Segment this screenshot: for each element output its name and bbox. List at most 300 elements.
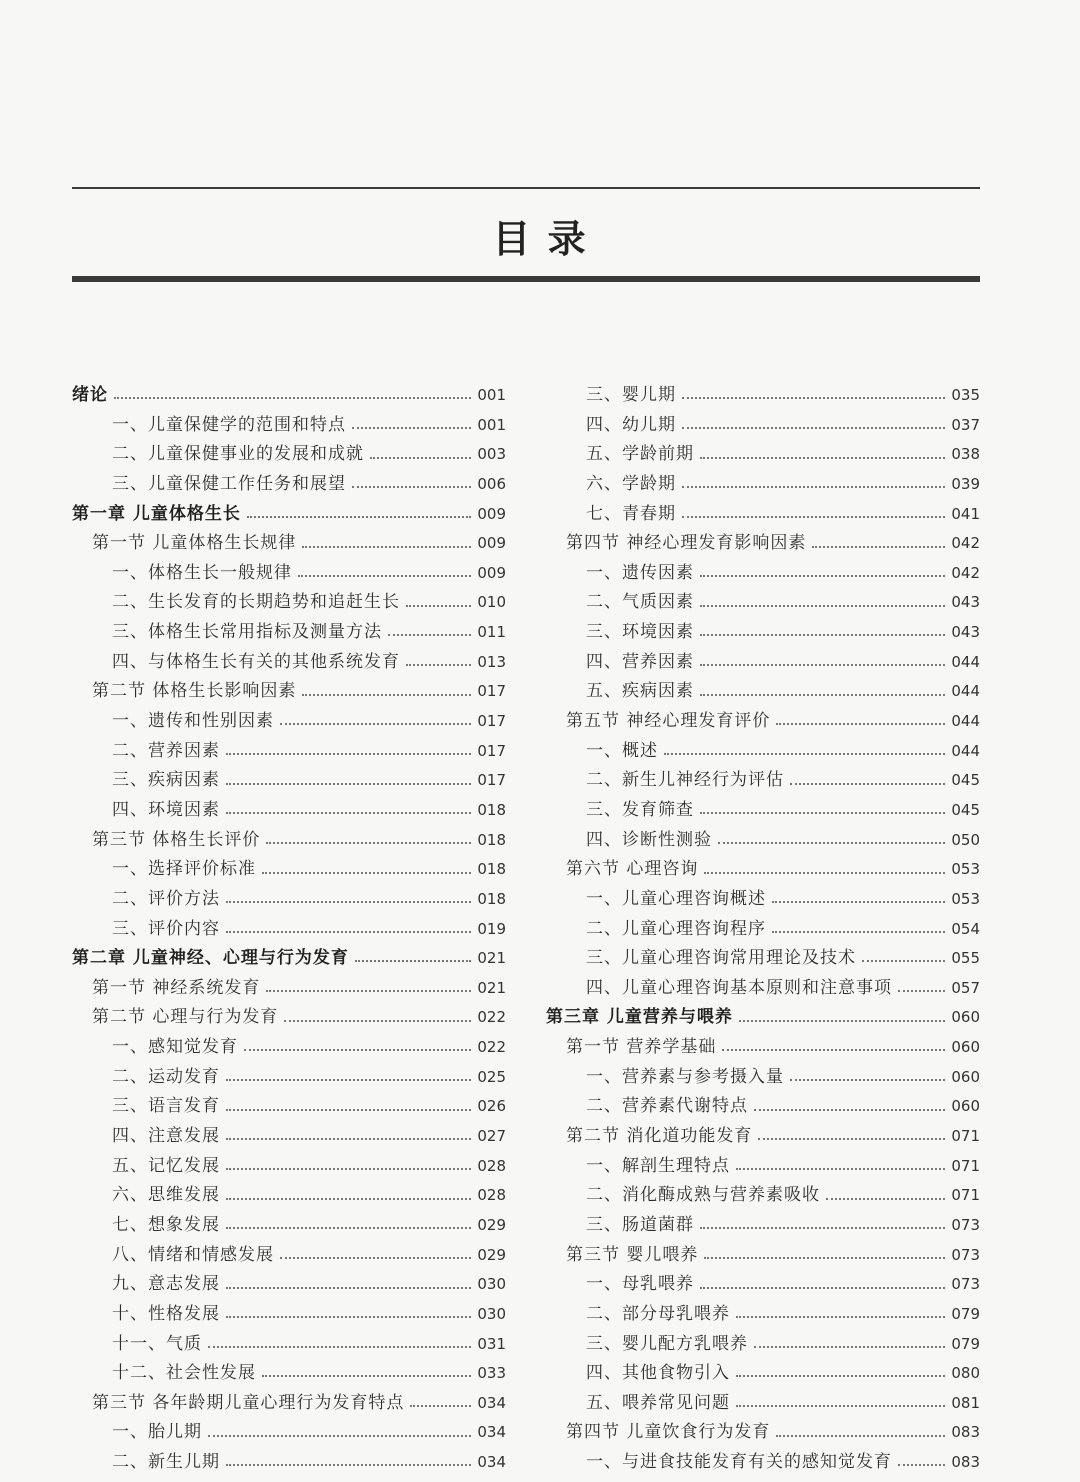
toc-page-number: 044 <box>951 682 980 701</box>
toc-leader-dots <box>700 574 945 577</box>
toc-leader-dots <box>758 1137 945 1140</box>
toc-page-number: 021 <box>477 949 506 968</box>
toc-leader-dots <box>226 1078 471 1081</box>
toc-leader-dots <box>682 426 945 429</box>
toc-entry-title: 第一节 神经系统发育 <box>92 977 261 998</box>
toc-entry-title: 二、儿童保健事业的发展和成就 <box>112 444 364 465</box>
toc-item <box>72 1092 506 1122</box>
toc-page-number: 010 <box>477 593 506 612</box>
toc-page-number: 028 <box>477 1156 506 1175</box>
toc-item <box>72 1122 506 1152</box>
toc-page-number: 039 <box>951 474 980 493</box>
toc-leader-dots <box>704 1256 945 1259</box>
toc-leader-dots <box>226 930 471 933</box>
toc-page-number: 038 <box>951 445 980 464</box>
toc-item <box>546 1448 980 1478</box>
toc-item <box>546 826 980 856</box>
toc-section <box>546 855 980 885</box>
toc-page-number: 083 <box>951 1423 980 1442</box>
toc-item <box>72 1418 506 1448</box>
toc-leader-dots <box>790 782 945 785</box>
toc-page-number: 053 <box>951 860 980 879</box>
toc-item <box>546 500 980 530</box>
toc-leader-dots <box>776 722 945 725</box>
toc-leader-dots <box>226 1286 471 1289</box>
toc-entry-title: 一、解剖生理特点 <box>586 1155 730 1176</box>
toc-leader-dots <box>208 1434 471 1437</box>
toc-leader-dots <box>700 1286 945 1289</box>
toc-entry-title: 一、营养素与参考摄入量 <box>586 1066 784 1087</box>
toc-leader-dots <box>700 811 945 814</box>
toc-leader-dots <box>298 574 471 577</box>
toc-page-number: 057 <box>951 978 980 997</box>
toc-page-number: 060 <box>951 1067 980 1086</box>
toc-item <box>72 1330 506 1360</box>
toc-leader-dots <box>754 1345 945 1348</box>
toc-page-number: 022 <box>477 1038 506 1057</box>
toc-entry-title: 第四节 神经心理发育影响因素 <box>566 533 807 554</box>
toc-entry-title: 第二节 心理与行为发育 <box>92 1007 279 1028</box>
toc-leader-dots <box>410 1404 471 1407</box>
toc-page-number: 017 <box>477 741 506 760</box>
toc-page-number: 025 <box>477 1067 506 1086</box>
toc-section <box>72 826 506 856</box>
toc-entry-title: 四、儿童心理咨询基本原则和注意事项 <box>586 977 892 998</box>
toc-leader-dots <box>664 752 945 755</box>
toc-page-number: 045 <box>951 771 980 790</box>
toc-leader-dots <box>736 1374 945 1377</box>
toc-item <box>546 411 980 441</box>
toc-leader-dots <box>280 1256 471 1259</box>
toc-leader-dots <box>700 693 945 696</box>
toc-leader-dots <box>682 485 945 488</box>
toc-page-number: 071 <box>951 1186 980 1205</box>
toc-leader-dots <box>388 633 471 636</box>
toc-page-number: 073 <box>951 1275 980 1294</box>
toc-item <box>72 1241 506 1271</box>
toc-leader-dots <box>898 1463 945 1466</box>
toc-leader-dots <box>355 959 471 962</box>
toc-entry-title: 第二节 体格生长影响因素 <box>92 681 297 702</box>
toc-section <box>546 1418 980 1448</box>
toc-entry-title: 三、发育筛查 <box>586 799 694 820</box>
toc-leader-dots <box>722 1048 945 1051</box>
toc-leader-dots <box>284 1019 471 1022</box>
toc-item <box>546 944 980 974</box>
toc-entry-title: 四、营养因素 <box>586 651 694 672</box>
toc-leader-dots <box>862 959 945 962</box>
toc-entry-title: 四、与体格生长有关的其他系统发育 <box>112 651 400 672</box>
toc-entry-title: 六、思维发展 <box>112 1185 220 1206</box>
toc-leader-dots <box>790 1078 945 1081</box>
toc-page-number: 028 <box>477 1186 506 1205</box>
toc-page-number: 042 <box>951 534 980 553</box>
toc-page-number: 018 <box>477 830 506 849</box>
toc-entry-title: 一、选择评价标准 <box>112 859 256 880</box>
toc-leader-dots <box>352 485 471 488</box>
toc-item <box>546 677 980 707</box>
toc-leader-dots <box>226 752 471 755</box>
toc-entry-title: 三、肠道菌群 <box>586 1214 694 1235</box>
toc-entry-title: 三、评价内容 <box>112 918 220 939</box>
toc-entry-title: 一、与进食技能发育有关的感知觉发育 <box>586 1452 892 1473</box>
toc-item <box>546 1270 980 1300</box>
toc-leader-dots <box>114 396 471 399</box>
toc-page-number: 044 <box>951 712 980 731</box>
toc-entry-title: 第四节 儿童饮食行为发育 <box>566 1422 771 1443</box>
toc-entry-title: 十一、气质 <box>112 1333 202 1354</box>
toc-page-number: 001 <box>477 386 506 404</box>
toc-item <box>546 1152 980 1182</box>
toc-page-number: 017 <box>477 682 506 701</box>
toc-leader-dots <box>266 841 471 844</box>
toc-leader-dots <box>262 1374 471 1377</box>
toc-entry-title: 第三节 体格生长评价 <box>92 829 261 850</box>
toc-entry-title: 六、学龄期 <box>586 473 676 494</box>
toc-entry-title: 三、儿童保健工作任务和展望 <box>112 473 346 494</box>
toc-right-column <box>546 381 980 1478</box>
toc-entry-title: 第二节 消化道功能发育 <box>566 1126 753 1147</box>
toc-leader-dots <box>700 633 945 636</box>
toc-item <box>72 470 506 500</box>
toc-leader-dots <box>700 604 945 607</box>
toc-entry-title: 二、消化酶成熟与营养素吸收 <box>586 1185 820 1206</box>
toc-item <box>72 885 506 915</box>
toc-item <box>546 648 980 678</box>
toc-leader-dots <box>247 515 471 518</box>
toc-page-number: 079 <box>951 1334 980 1353</box>
toc-leader-dots <box>736 1315 945 1318</box>
toc-page-number: 011 <box>477 623 506 642</box>
toc-item <box>72 1033 506 1063</box>
toc-item <box>546 1330 980 1360</box>
toc-leader-dots <box>736 1167 945 1170</box>
toc-leader-dots <box>302 545 471 548</box>
toc-chapter <box>72 500 506 530</box>
toc-page-number: 081 <box>951 1393 980 1412</box>
toc-leader-dots <box>370 456 471 459</box>
toc-leader-dots <box>226 1226 471 1229</box>
toc-entry-title: 三、婴儿期 <box>586 385 676 405</box>
toc-page-number: 034 <box>477 1393 506 1412</box>
toc-page-number: 073 <box>951 1215 980 1234</box>
toc-chapter <box>72 381 506 411</box>
toc-section <box>546 529 980 559</box>
toc-chapter <box>72 944 506 974</box>
toc-entry-title: 二、生长发育的长期趋势和追赶生长 <box>112 592 400 613</box>
toc-page-number: 009 <box>477 504 506 523</box>
toc-entry-title: 一、体格生长一般规律 <box>112 562 292 583</box>
toc-item <box>546 470 980 500</box>
toc-page-number: 037 <box>951 415 980 434</box>
toc-page-number: 034 <box>477 1423 506 1442</box>
toc-item <box>72 796 506 826</box>
toc-page-number: 018 <box>477 889 506 908</box>
toc-entry-title: 第一节 营养学基础 <box>566 1037 717 1058</box>
toc-page-number: 083 <box>951 1453 980 1472</box>
toc-entry-title: 八、情绪和情感发展 <box>112 1244 274 1265</box>
toc-page-number: 055 <box>951 949 980 968</box>
toc-page-number: 019 <box>477 919 506 938</box>
toc-entry-title: 第六节 心理咨询 <box>566 859 699 880</box>
toc-page-number: 003 <box>477 445 506 464</box>
toc-item <box>72 915 506 945</box>
toc-entry-title: 二、新生儿神经行为评估 <box>586 770 784 791</box>
toc-page-number: 060 <box>951 1008 980 1027</box>
toc-item <box>546 974 980 1004</box>
toc-leader-dots <box>226 1197 471 1200</box>
toc-page-number: 009 <box>477 563 506 582</box>
toc-page-number: 060 <box>951 1038 980 1057</box>
toc-page-number: 053 <box>951 889 980 908</box>
toc-leader-dots <box>352 426 471 429</box>
toc-leader-dots <box>700 1226 945 1229</box>
toc-entry-title: 三、疾病因素 <box>112 770 220 791</box>
toc-page-number: 018 <box>477 860 506 879</box>
toc-item <box>72 1181 506 1211</box>
toc-section <box>546 707 980 737</box>
toc-item <box>546 618 980 648</box>
toc-item <box>72 1359 506 1389</box>
toc-entry-title: 第三节 婴儿喂养 <box>566 1244 699 1265</box>
toc-page-number: 043 <box>951 623 980 642</box>
toc-item <box>72 1211 506 1241</box>
toc-leader-dots <box>776 1434 945 1437</box>
toc-item <box>72 1063 506 1093</box>
toc-entry-title: 二、新生儿期 <box>112 1452 220 1473</box>
toc-page-number: 017 <box>477 712 506 731</box>
toc-page-number: 001 <box>477 415 506 434</box>
toc-page-number: 041 <box>951 504 980 523</box>
toc-leader-dots <box>244 1048 471 1051</box>
toc-entry-title: 二、部分母乳喂养 <box>586 1303 730 1324</box>
toc-entry-title: 一、母乳喂养 <box>586 1274 694 1295</box>
toc-entry-title: 三、体格生长常用指标及测量方法 <box>112 622 382 643</box>
toc-entry-title: 一、胎儿期 <box>112 1422 202 1443</box>
toc-entry-title: 一、遗传因素 <box>586 562 694 583</box>
toc-entry-title: 第一章 儿童体格生长 <box>72 503 241 524</box>
toc-entry-title: 二、运动发育 <box>112 1066 220 1087</box>
toc-entry-title: 第一节 儿童体格生长规律 <box>92 533 297 554</box>
toc-section <box>72 974 506 1004</box>
toc-item <box>546 559 980 589</box>
toc-leader-dots <box>226 1108 471 1111</box>
toc-page-number: 006 <box>477 474 506 493</box>
toc-entry-title: 第三节 各年龄期儿童心理行为发育特点 <box>92 1392 405 1413</box>
toc-page-number: 029 <box>477 1245 506 1264</box>
toc-page-number: 021 <box>477 978 506 997</box>
toc-leader-dots <box>302 693 471 696</box>
top-rule <box>72 187 980 189</box>
toc-entry-title: 第二章 儿童神经、心理与行为发育 <box>72 948 349 969</box>
toc-entry-title: 五、喂养常见问题 <box>586 1392 730 1413</box>
toc-item <box>72 1300 506 1330</box>
toc-entry-title: 二、营养素代谢特点 <box>586 1096 748 1117</box>
toc-page-number: 017 <box>477 771 506 790</box>
toc-item <box>546 588 980 618</box>
toc-item <box>72 440 506 470</box>
toc-page-number: 071 <box>951 1127 980 1146</box>
toc-entry-title: 二、营养因素 <box>112 740 220 761</box>
toc-item <box>72 618 506 648</box>
toc-leader-dots <box>226 1463 471 1466</box>
toc-entry-title: 三、语言发育 <box>112 1096 220 1117</box>
toc-section <box>72 1389 506 1419</box>
toc-item <box>72 559 506 589</box>
toc-page-number: 027 <box>477 1127 506 1146</box>
toc-left-column <box>72 381 506 1478</box>
toc-entry-title: 四、环境因素 <box>112 799 220 820</box>
toc-section <box>546 1241 980 1271</box>
toc-entry-title: 一、儿童保健学的范围和特点 <box>112 414 346 435</box>
toc-item <box>546 915 980 945</box>
toc-item <box>72 411 506 441</box>
toc-entry-title: 五、学龄前期 <box>586 444 694 465</box>
toc-section <box>72 1003 506 1033</box>
toc-item <box>72 707 506 737</box>
toc-entry-title: 十、性格发展 <box>112 1303 220 1324</box>
toc-page-number: 060 <box>951 1097 980 1116</box>
toc-item <box>546 381 980 411</box>
toc-entry-title: 一、概述 <box>586 740 658 761</box>
toc-leader-dots <box>898 989 945 992</box>
toc-leader-dots <box>682 396 945 399</box>
toc-section <box>546 1033 980 1063</box>
toc-leader-dots <box>772 900 945 903</box>
toc-entry-title: 四、其他食物引入 <box>586 1363 730 1384</box>
toc-leader-dots <box>226 900 471 903</box>
toc-page-number: 073 <box>951 1245 980 1264</box>
toc-entry-title: 九、意志发展 <box>112 1274 220 1295</box>
toc-page-number: 030 <box>477 1275 506 1294</box>
toc-entry-title: 二、气质因素 <box>586 592 694 613</box>
toc-leader-dots <box>266 989 471 992</box>
toc-item <box>546 1211 980 1241</box>
toc-entry-title: 七、想象发展 <box>112 1214 220 1235</box>
toc-leader-dots <box>280 722 471 725</box>
toc-leader-dots <box>226 811 471 814</box>
toc-item <box>72 737 506 767</box>
toc-page-number: 045 <box>951 800 980 819</box>
toc-entry-title: 一、遗传和性别因素 <box>112 711 274 732</box>
toc-leader-dots <box>736 1404 945 1407</box>
toc-leader-dots <box>262 871 471 874</box>
toc-page-number: 071 <box>951 1156 980 1175</box>
toc-leader-dots <box>772 930 945 933</box>
toc-item <box>72 1448 506 1478</box>
toc-leader-dots <box>718 841 945 844</box>
toc-leader-dots <box>208 1345 471 1348</box>
toc-entry-title: 五、疾病因素 <box>586 681 694 702</box>
toc-entry-title: 三、儿童心理咨询常用理论及技术 <box>586 948 856 969</box>
toc-entry-title: 一、儿童心理咨询概述 <box>586 888 766 909</box>
toc-page-number: 026 <box>477 1097 506 1116</box>
toc-page-number: 043 <box>951 593 980 612</box>
toc-leader-dots <box>226 782 471 785</box>
toc-entry-title: 一、感知觉发育 <box>112 1037 238 1058</box>
toc-item <box>546 737 980 767</box>
toc-item <box>72 588 506 618</box>
toc-page-number: 013 <box>477 652 506 671</box>
toc-entry-title: 绪论 <box>72 385 108 405</box>
toc-item <box>546 885 980 915</box>
toc-entry-title: 十二、社会性发展 <box>112 1363 256 1384</box>
toc-leader-dots <box>700 663 945 666</box>
toc-page-number: 050 <box>951 830 980 849</box>
toc-chapter <box>546 1003 980 1033</box>
toc-leader-dots <box>700 456 945 459</box>
toc-leader-dots <box>226 1315 471 1318</box>
toc-item <box>546 440 980 470</box>
toc-page-number: 018 <box>477 800 506 819</box>
page-title: 目 录 <box>492 216 588 261</box>
toc-page-number: 035 <box>951 386 980 404</box>
toc-entry-title: 四、注意发展 <box>112 1126 220 1147</box>
toc-leader-dots <box>704 871 945 874</box>
toc-page-number: 044 <box>951 652 980 671</box>
toc-leader-dots <box>682 515 945 518</box>
toc-page-number: 031 <box>477 1334 506 1353</box>
toc-item <box>72 1270 506 1300</box>
toc-page-number: 042 <box>951 563 980 582</box>
toc-page-number: 034 <box>477 1453 506 1472</box>
toc-page-number: 029 <box>477 1215 506 1234</box>
toc-item <box>546 796 980 826</box>
toc-page-number: 044 <box>951 741 980 760</box>
toc-entry-title: 三、环境因素 <box>586 622 694 643</box>
toc-entry-title: 七、青春期 <box>586 503 676 524</box>
toc-entry-title: 三、婴儿配方乳喂养 <box>586 1333 748 1354</box>
toc-section <box>72 529 506 559</box>
toc-leader-dots <box>812 545 945 548</box>
toc-item <box>72 1152 506 1182</box>
toc-section <box>72 677 506 707</box>
toc-entry-title: 二、评价方法 <box>112 888 220 909</box>
toc-page-number: 022 <box>477 1008 506 1027</box>
toc-entry-title: 第五节 神经心理发育评价 <box>566 711 771 732</box>
toc-page-number: 033 <box>477 1364 506 1383</box>
toc-page-number: 080 <box>951 1364 980 1383</box>
toc-leader-dots <box>226 1167 471 1170</box>
toc-page-number: 030 <box>477 1304 506 1323</box>
toc-leader-dots <box>226 1137 471 1140</box>
toc-entry-title: 第三章 儿童营养与喂养 <box>546 1007 733 1028</box>
toc-entry-title: 四、诊断性测验 <box>586 829 712 850</box>
toc-item <box>546 1063 980 1093</box>
toc-item <box>546 1300 980 1330</box>
toc-page-number: 079 <box>951 1304 980 1323</box>
toc-entry-title: 四、幼儿期 <box>586 414 676 435</box>
toc-item <box>72 855 506 885</box>
toc-entry-title: 二、儿童心理咨询程序 <box>586 918 766 939</box>
toc-item <box>546 1389 980 1419</box>
toc-item <box>72 648 506 678</box>
toc-page-number: 009 <box>477 534 506 553</box>
toc-item <box>546 1092 980 1122</box>
toc-leader-dots <box>826 1197 945 1200</box>
toc-page-number: 054 <box>951 919 980 938</box>
toc-leader-dots <box>739 1019 945 1022</box>
toc-entry-title: 五、记忆发展 <box>112 1155 220 1176</box>
bottom-rule <box>72 276 980 282</box>
toc-item <box>546 1359 980 1389</box>
toc-leader-dots <box>406 604 471 607</box>
toc-item <box>546 766 980 796</box>
toc-section <box>546 1122 980 1152</box>
toc-item <box>72 766 506 796</box>
toc-leader-dots <box>754 1108 945 1111</box>
toc-item <box>546 1181 980 1211</box>
